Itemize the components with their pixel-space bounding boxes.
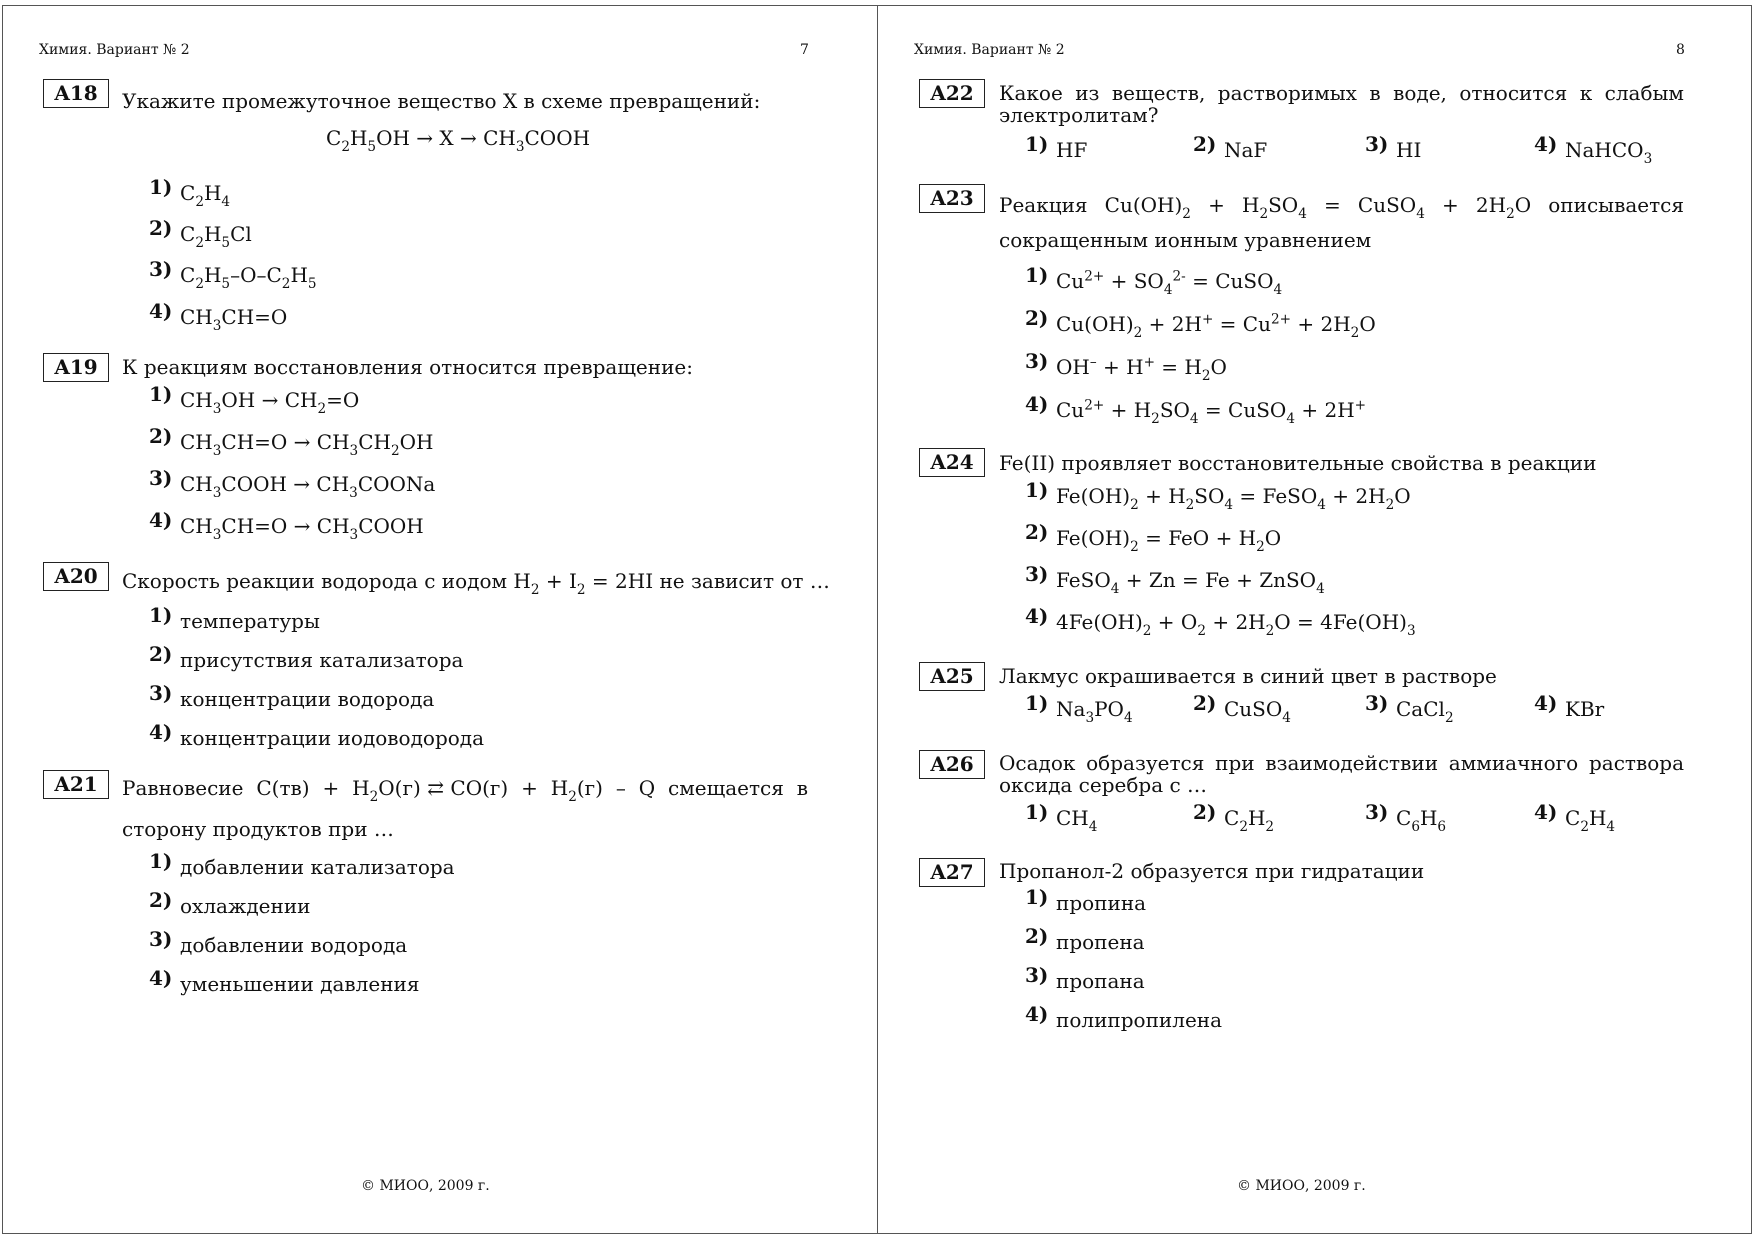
question-label-a21: A21 <box>43 770 109 799</box>
option-a25-3: 3) CaCl$_2$ <box>1365 691 1454 727</box>
question-label-a26: A26 <box>919 750 985 779</box>
option-a25-1: 1) $Na_3PO_4$ <box>1025 691 1133 727</box>
question-label-a20: A20 <box>43 562 109 591</box>
option-a24-1: 1) $Fe(OH)_2 + H_2SO_4$ = FeSO$_4$ + $2H_2O$ <box>1025 478 1411 514</box>
question-label-a23: A23 <box>919 184 985 213</box>
option-a26-2: 2) $C_2H_2$ <box>1193 800 1275 836</box>
option-a20-4: 4) концентрации иодоводорода <box>149 720 485 750</box>
option-a26-1: 1) $CH_4$ <box>1025 800 1098 836</box>
question-text-a22: Какое из веществ, растворимых в воде, относится к слабым электролитам? <box>999 81 1684 127</box>
question-text-a21-line2: сторону продуктов при … <box>122 817 394 841</box>
question-text-a21-line1: Равновесие $C(тв) + H_2O(г)$ ⇄ $CO(г) + H_2(г) - Q$ смещается в <box>122 776 808 806</box>
left-page <box>2 5 878 1234</box>
option-a22-1: 1) HF <box>1025 132 1088 162</box>
page-footer: © МИОО, 2009 г. <box>1237 1178 1366 1194</box>
option-a18-2: 2) $C_2H_5Cl$ <box>149 216 252 252</box>
option-a21-1: 1) добавлении катализатора <box>149 849 455 879</box>
option-a25-4: 4) KBr <box>1534 691 1605 721</box>
page-header: Химия. Вариант № 2 <box>39 42 190 58</box>
option-a24-3: 3) FeSO$_4$ + Zn = Fe + ZnSO$_4$ <box>1025 562 1325 598</box>
option-a22-3: 3) HI <box>1365 132 1422 162</box>
question-text-a27: Пропанол-2 образуется при гидратации <box>999 859 1425 883</box>
question-text-a20: Скорость реакции водорода с иодом $H_2 + I_2 = 2HI$ не зависит от … <box>122 569 830 599</box>
option-a20-1: 1) температуры <box>149 603 320 633</box>
question-text-a18: Укажите промежуточное вещество X в схеме превращений: <box>122 89 761 113</box>
question-text-a26: Осадок образуется при взаимодействии аммиачного раствора оксида серебра с … <box>999 751 1684 797</box>
option-a19-4: 4) $CH_3CH=O$ → $CH_3COOH$ <box>149 508 424 544</box>
option-a22-4: 4) NaHCO$_3$ <box>1534 132 1653 168</box>
option-a24-2: 2) $Fe(OH)_2$ = FeO + $H_2O$ <box>1025 520 1282 556</box>
option-a18-4: 4) $CH_3CH=O$ <box>149 299 288 335</box>
question-text-a24: Fe(II) проявляет восстановительные свойства в реакции <box>999 451 1597 475</box>
option-a21-3: 3) добавлении водорода <box>149 927 408 957</box>
option-a21-4: 4) уменьшении давления <box>149 966 420 996</box>
option-a18-3: 3) $C_2H_5-O-C_2H_5$ <box>149 257 317 293</box>
option-a20-2: 2) присутствия катализатора <box>149 642 464 672</box>
option-a23-4: 4) $Cu^{2+} + H_2SO_4$ = CuSO$_4$ + 2H+ <box>1025 392 1367 428</box>
question-text-a19: К реакциям восстановления относится превращение: <box>122 355 693 379</box>
page-header: Химия. Вариант № 2 <box>914 42 1065 58</box>
option-a21-2: 2) охлаждении <box>149 888 311 918</box>
option-a27-2: 2) пропена <box>1025 924 1145 954</box>
question-text-a23-line1: Реакция $Cu(OH)_2 + H_2SO_4$ = CuSO$_4$ + $2H_2O$ описывается <box>999 193 1684 223</box>
option-a24-4: 4) $4Fe(OH)_2 + O_2 + 2H_2O = 4Fe(OH)_3$ <box>1025 604 1416 640</box>
question-label-a18: A18 <box>43 79 109 108</box>
option-a23-2: 2) $Cu(OH)_2 + 2H^+ = Cu^{2+} + 2H_2O$ <box>1025 306 1376 342</box>
question-label-a24: A24 <box>919 448 985 477</box>
option-a19-2: 2) $CH_3CH=O \to CH_3CH_2OH$ <box>149 424 434 460</box>
page-number: 7 <box>800 42 809 58</box>
option-a27-1: 1) пропина <box>1025 885 1147 915</box>
option-a27-3: 3) пропана <box>1025 963 1145 993</box>
page-number: 8 <box>1676 42 1685 58</box>
right-page <box>877 5 1752 1234</box>
option-a19-3: 3) $CH_3COOH$ → $CH_3COONa$ <box>149 466 436 502</box>
reaction-scheme-a18: $C_2H_5OH \to X$ → $CH_3COOH$ <box>326 126 591 156</box>
question-text-a25: Лакмус окрашивается в синий цвет в растворе <box>999 664 1497 688</box>
question-label-a25: A25 <box>919 662 985 691</box>
option-a18-1: 1) $C_2H_4$ <box>149 175 231 211</box>
option-a22-2: 2) NaF <box>1193 132 1268 162</box>
question-label-a22: A22 <box>919 79 985 108</box>
option-a19-1: 1) $CH_3OH \to CH_2=O$ <box>149 382 360 418</box>
option-a25-2: 2) CuSO$_4$ <box>1193 691 1291 727</box>
question-label-a27: A27 <box>919 858 985 887</box>
option-a23-3: 3) $OH^- + H^+ = H_2O$ <box>1025 349 1227 385</box>
option-a26-4: 4) $C_2H_4$ <box>1534 800 1616 836</box>
option-a26-3: 3) $C_6H_6$ <box>1365 800 1447 836</box>
option-a20-3: 3) концентрации водорода <box>149 681 435 711</box>
option-a27-4: 4) полипропилена <box>1025 1002 1223 1032</box>
question-label-a19: A19 <box>43 353 109 382</box>
question-text-a23-line2: сокращенным ионным уравнением <box>999 228 1372 252</box>
option-a23-1: 1) $Cu^{2+} + SO_4^{2-}$ = CuSO$_4$ <box>1025 263 1283 299</box>
page-footer: © МИОО, 2009 г. <box>361 1178 490 1194</box>
